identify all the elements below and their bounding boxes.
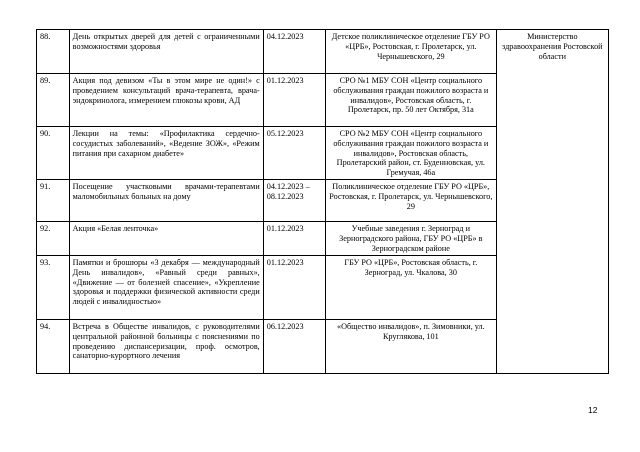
event-description: Лекции на темы: «Профилактика сердечно-сосудистых заболеваний», «Ведение ЗОЖ», «Режим питания при сахарном диабете»	[69, 127, 263, 180]
row-number: 89.	[37, 74, 70, 127]
row-number: 92.	[37, 222, 70, 256]
row-number: 88.	[37, 30, 70, 74]
event-description: Акция «Белая ленточка»	[69, 222, 263, 256]
event-description: День открытых дверей для детей с ограниченными возможностями здоровья	[69, 30, 263, 74]
organizer-cell: Министерство здравоохранения Ростовской области	[496, 30, 608, 374]
event-location: СРО №2 МБУ СОН «Центр социального обслуживания граждан пожилого возраста и инвалидов», Ростовская область, Пролетарский район, ст. Буденновская, ул. Гремучая, 46а	[326, 127, 497, 180]
event-location: ГБУ РО «ЦРБ», Ростовская область, г. Зерноград, ул. Чкалова, 30	[326, 256, 497, 320]
event-date: 05.12.2023	[263, 127, 325, 180]
event-location: СРО №1 МБУ СОН «Центр социального обслуживания граждан пожилого возраста и инвалидов», Ростовская область, г. Пролетарск, пр. 50 лет Октября, 31а	[326, 74, 497, 127]
table-row	[37, 30, 609, 74]
row-number: 90.	[37, 127, 70, 180]
row-number: 91.	[37, 180, 70, 222]
event-location: Детское поликлиническое отделение ГБУ РО «ЦРБ», Ростовская, г. Пролетарск, ул. Чернышевского, 29	[326, 30, 497, 74]
row-number: 94.	[37, 320, 70, 374]
event-description: Встреча в Обществе инвалидов, с руководителями центральной районной больницы с пояснениями по проведению диспансеризации, проф. осмотров, санаторно-курортного лечения	[69, 320, 263, 374]
event-description: Памятки и брошюры «3 декабря — международный День инвалидов», «Равный среди равных», «Движение — от болезней спасение», «Укрепление здоровья и поддержки физической активности среди людей с инвалидностью»	[69, 256, 263, 320]
event-date: 01.12.2023	[263, 256, 325, 320]
event-date: 04.12.2023 – 08.12.2023	[263, 180, 325, 222]
page-number: 12	[588, 405, 598, 415]
event-description: Посещение участковыми врачами-терапевтами маломобильных больных на дому	[69, 180, 263, 222]
event-date: 01.12.2023	[263, 74, 325, 127]
event-date: 06.12.2023	[263, 320, 325, 374]
events-table	[36, 29, 609, 374]
event-location: «Общество инвалидов», п. Зимовники, ул. Круглякова, 101	[326, 320, 497, 374]
row-number: 93.	[37, 256, 70, 320]
event-date: 04.12.2023	[263, 30, 325, 74]
event-description: Акция под девизом «Ты в этом мире не один!» с проведением консультаций врача-терапевта, врача-эндокринолога, измерением глюкозы крови, АД	[69, 74, 263, 127]
event-location: Поликлиническое отделение ГБУ РО «ЦРБ», Ростовская, г. Пролетарск, ул. Чернышевского, 29	[326, 180, 497, 222]
event-date: 01.12.2023	[263, 222, 325, 256]
event-location: Учебные заведения г. Зерноград и Зерноградского района, ГБУ РО «ЦРБ» в Зерноградском районе	[326, 222, 497, 256]
